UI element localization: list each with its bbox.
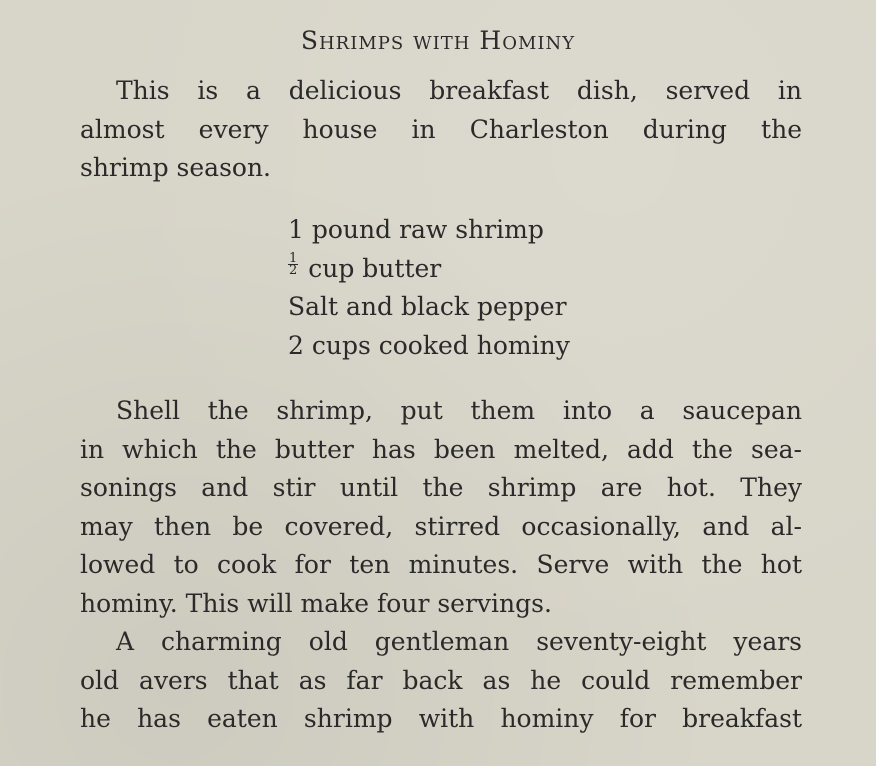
ingredient-qty: 1: [288, 215, 304, 244]
intro-line: almost every house in Charleston during the: [80, 114, 802, 144]
ingredient-text: pound raw shrimp: [311, 215, 544, 244]
anecdote-line: he has eaten shrimp with hominy for breakfast: [80, 704, 802, 734]
method-line: in which the butter has been melted, add the sea-: [80, 434, 802, 464]
ingredient-text: cups cooked hominy: [311, 330, 570, 360]
method-line: sonings and stir until the shrimp are hot. They: [80, 473, 802, 503]
method-line: lowed to cook for ten minutes. Serve with the hot: [80, 550, 802, 580]
intro-line: shrimp season.: [80, 153, 271, 183]
ingredient-list: [288, 211, 570, 365]
method-line: hominy. This will make four servings.: [80, 588, 552, 618]
ingredient-item: [288, 327, 570, 366]
ingredient-text: cup butter: [308, 253, 442, 283]
method-paragraph: [80, 392, 802, 624]
ingredient-text: Salt and black pepper: [288, 292, 567, 321]
method-line: Shell the shrimp, put them into a saucepan: [116, 396, 802, 425]
ingredient-item: [288, 211, 570, 250]
intro-line: This is a delicious breakfast dish, served in: [116, 76, 802, 105]
anecdote-line: old avers that as far back as he could remember: [80, 665, 802, 695]
fraction-numerator: 1: [289, 250, 298, 266]
fraction-half: [288, 250, 298, 278]
anecdote-paragraph: [80, 623, 802, 739]
intro-paragraph: [80, 72, 802, 188]
ingredient-item: [288, 250, 570, 289]
anecdote-line: A charming old gentleman seventy-eight years: [116, 627, 802, 656]
ingredient-qty: 2: [288, 330, 304, 360]
recipe-title: Shrimps with Hominy: [300, 26, 576, 55]
ingredient-item: [288, 288, 570, 327]
method-line: may then be covered, stirred occasionally, and al-: [80, 511, 802, 541]
fraction-denominator: 2: [289, 262, 298, 278]
